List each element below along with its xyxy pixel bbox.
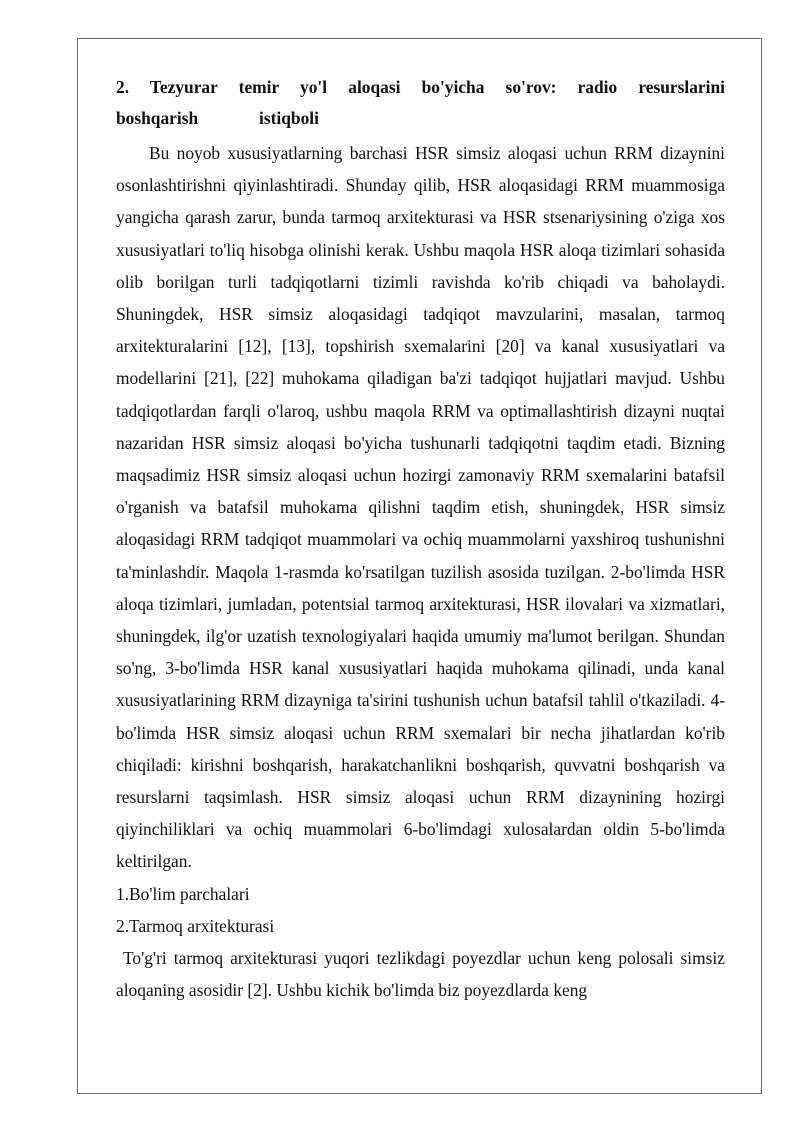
heading-word-istiqboli: istiqboli	[259, 108, 319, 128]
body-paragraph: Bu noyob xususiyatlarning barchasi HSR simsiz aloqasi uchun RRM dizaynini osonlashtirishni qiyinlashtiradi. Shunday qilib, HSR aloqasidagi RRM muammosiga yangicha qarash zarur, bunda tarmoq arxitekturasi va HSR stsenariysining o'ziga xos xususiyatlari to'liq hisobga olinishi kerak. Ushbu maqola HSR aloqa tizimlari sohasida olib borilgan turli tadqiqotlarni tizimli ravishda ko'rib chiqadi va baholaydi. Shuningdek, HSR simsiz aloqasidagi tadqiqot mavzularini, masalan, tarmoq arxitekturalarini [12], [13], topshirish sxemalarini [20] va kanal xususiyatlari va modellarini [21], [22] muhokama qiladigan ba'zi tadqiqot hujjatlari mavjud. Ushbu tadqiqotlardan farqli o'laroq, ushbu maqola RRM va optimallashtirish dizayni nuqtai nazaridan HSR simsiz aloqasi bo'yicha tushunarli tadqiqotni taqdim etadi. Bizning maqsadimiz HSR simsiz aloqasi uchun hozirgi zamonaviy RRM sxemalarini batafsil o'rganish va batafsil muhokama qilishni taqdim etish, shuningdek, HSR simsiz aloqasidagi RRM tadqiqot muammolari va ochiq muammolarni yaxshiroq tushunishni ta'minlashdir. Maqola 1-rasmda ko'rsatilgan tuzilish asosida tuzilgan. 2-bo'limda HSR aloqa tizimlari, jumladan, potentsial tarmoq arxitekturasi, HSR ilovalari va xizmatlari, shuningdek, ilg'or uzatish texnologiyalari haqida umumiy ma'lumot berilgan. Shundan so'ng, 3-bo'limda HSR kanal xususiyatlari haqida muhokama qilinadi, unda kanal xususiyatlarining RRM dizayniga ta'sirini tushunish uchun batafsil tahlil o'tkaziladi. 4-bo'limda HSR simsiz aloqasi uchun RRM sxemalari bir necha jihatlardan ko'rib chiqiladi: kirishni boshqarish, harakatchanlikni boshqarish, quvvatni boshqarish va resurslarni taqsimlash. HSR simsiz aloqasi uchun RRM dizaynining hozirgi qiyinchiliklari va ochiq muammolari 6-bo'limdagi xulosalardan oldin 5-bo'limda keltirilgan.	[116, 143, 725, 872]
document-body	[116, 72, 725, 1006]
body-paragraph: To'g'ri tarmoq arxitekturasi yuqori tezlikdagi poyezdlar uchun keng polosali simsiz aloqaning asosidir [2]. Ushbu kichik bo'limda biz poyezdlarda keng	[116, 948, 725, 1001]
list-item: 1.Bo'lim parchalari	[116, 883, 250, 904]
list-item: 2.Tarmoq arxitekturasi	[116, 915, 275, 936]
section-heading-continuation	[116, 103, 725, 134]
section-heading: 2. Tezyurar temir yo'l aloqasi bo'yicha so'rov: radio resurslarini	[116, 77, 725, 97]
heading-word-boshqarish: boshqarish	[116, 108, 199, 128]
